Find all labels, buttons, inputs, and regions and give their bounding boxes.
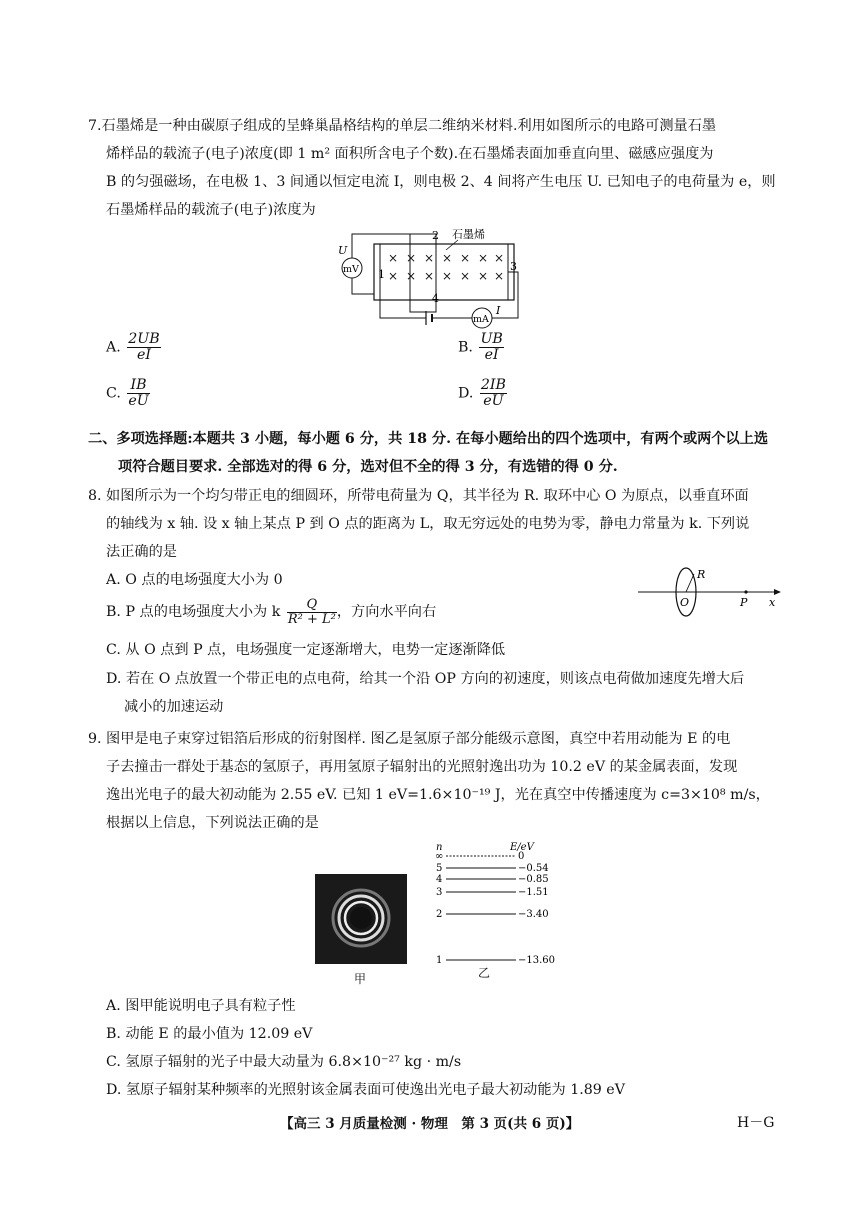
- cross: ×: [460, 269, 471, 283]
- level-n-5: 5: [436, 863, 443, 874]
- level-n-4: 4: [436, 874, 443, 885]
- paper-code: H－G: [737, 1115, 775, 1131]
- cross: ×: [442, 251, 453, 265]
- q9-stem-line-4: 根据以上信息，下列说法正确的是: [106, 815, 319, 831]
- q7-stem-line-2: 烯样品的载流子(电子)浓度(即 1 m² 面积所含电子个数).在石墨烯表面加垂直向里、磁感应强度为: [106, 146, 714, 162]
- level-n-3: 3: [436, 887, 443, 898]
- cross: ×: [424, 251, 435, 265]
- point-p-label: P: [740, 596, 748, 609]
- cross: ×: [478, 251, 489, 265]
- q8-stem-line-1: 8. 如图所示为一个均匀带正电的细圆环，所带电荷量为 Q，其半径为 R. 取环中心 O 为原点，以垂直环面: [88, 488, 749, 504]
- q7-stem-line-1: 7.石墨烯是一种由碳原子组成的呈蜂巢晶格结构的单层二维纳米材料.利用如图所示的电路可测量石墨: [88, 118, 717, 134]
- cross: ×: [406, 251, 417, 265]
- x-axis-label: x: [769, 596, 776, 609]
- energy-level-diagram: [432, 838, 572, 968]
- electrode-1-label: 1: [378, 268, 385, 281]
- cross: ×: [388, 269, 399, 283]
- q8-option-d[interactable]: D. 若在 O 点放置一个带正电的点电荷，给其一个沿 OP 方向的初速度，则该点电荷做加速度先增大后: [106, 671, 745, 687]
- current-label: I: [496, 304, 501, 317]
- cross: ×: [494, 269, 505, 283]
- radius-label: R: [697, 568, 706, 581]
- q8-option-c[interactable]: C. 从 O 点到 P 点，电场强度一定逐渐增大，电势一定逐渐降低: [106, 642, 506, 658]
- mv-meter-label: mV: [343, 264, 359, 275]
- cross: ×: [388, 251, 399, 265]
- electrode-4-label: 4: [432, 292, 439, 305]
- q7-stem-line-4: 石墨烯样品的载流子(电子)浓度为: [106, 202, 316, 218]
- q7-option-c[interactable]: C. $\frac{IB}{eU}$: [106, 377, 149, 409]
- magnetic-field-crosses: [388, 251, 504, 283]
- ma-meter-label: mA: [473, 314, 489, 325]
- voltage-label: U: [338, 244, 348, 257]
- cross: ×: [406, 269, 417, 283]
- graphene-label: 石墨烯: [452, 228, 485, 241]
- origin-label: O: [680, 596, 690, 609]
- q7-option-d[interactable]: D. $\frac{2IB}{eU}$: [458, 377, 506, 409]
- q8-option-b[interactable]: B. P 点的电场强度大小为 k $\frac{Q}{\text{R² + L²}}$ ，方向水平向右: [106, 597, 437, 627]
- q8-ring-diagram: [636, 562, 786, 618]
- q7-circuit-diagram: [330, 222, 540, 332]
- level-header-n: n: [436, 842, 443, 853]
- section-2-header-line-2: 项符合题目要求. 全部选对的得 6 分，选对但不全的得 3 分，有选错的得 0 分.: [118, 459, 618, 475]
- level-header-energy: E/eV: [510, 842, 534, 853]
- level-e-inf: 0: [518, 851, 525, 862]
- q8-option-d-continued: 减小的加速运动: [124, 699, 224, 715]
- level-n-2: 2: [436, 909, 443, 920]
- level-e-5: −0.54: [518, 863, 549, 874]
- q8-stem-line-2: 的轴线为 x 轴. 设 x 轴上某点 P 到 O 点的距离为 L，取无穷远处的电势为零，静电力常量为 k. 下列说: [106, 516, 750, 532]
- q7-option-a[interactable]: A. $\frac{2UB}{eI}$: [106, 331, 160, 363]
- q7-stem-line-3: B 的匀强磁场，在电极 1、3 间通以恒定电流 I，则电极 2、4 间将产生电压 U. 已知电子的电荷量为 e，则: [106, 174, 776, 190]
- cross: ×: [460, 251, 471, 265]
- q9-stem-line-3: 逸出光电子的最大初动能为 2.55 eV. 已知 1 eV=1.6×10⁻¹⁹ J，光在真空中传播速度为 c=3×10⁸ m/s，: [106, 787, 770, 803]
- q9-option-d[interactable]: D. 氢原子辐射某种频率的光照射该金属表面可使逸出光电子最大初动能为 1.89 eV: [106, 1082, 625, 1098]
- cross: ×: [442, 269, 453, 283]
- cross: ×: [424, 269, 435, 283]
- cross: ×: [478, 269, 489, 283]
- level-e-2: −3.40: [518, 909, 549, 920]
- figure-yi-caption: 乙: [478, 966, 491, 980]
- cross: ×: [494, 251, 505, 265]
- page-footer: 【高三 3 月质量检测 · 物理 第 3 页(共 6 页)】: [280, 1116, 580, 1132]
- diffraction-pattern-image: [315, 874, 407, 964]
- level-e-1: −13.60: [518, 955, 556, 966]
- q9-stem-line-2: 子去撞击一群处于基态的氢原子，再用氢原子辐射出的光照射逸出功为 10.2 eV 的某金属表面，发现: [106, 759, 738, 775]
- level-n-1: 1: [436, 955, 443, 966]
- q8-option-a[interactable]: A. O 点的电场强度大小为 0: [106, 572, 283, 588]
- q8-stem-line-3: 法正确的是: [106, 544, 177, 560]
- level-e-4: −0.85: [518, 874, 549, 885]
- q9-stem-line-1: 9. 图甲是电子束穿过铝箔后形成的衍射图样. 图乙是氢原子部分能级示意图，真空中若用动能为 E 的电: [88, 731, 731, 747]
- q9-option-a[interactable]: A. 图甲能说明电子具有粒子性: [106, 998, 296, 1014]
- section-2-header-line-1: 二、多项选择题:本题共 3 小题，每小题 6 分，共 18 分. 在每小题给出的四个选项中，有两个或两个以上选: [88, 431, 769, 447]
- electrode-2-label: 2: [432, 229, 439, 242]
- q9-option-b[interactable]: B. 动能 E 的最小值为 12.09 eV: [106, 1026, 313, 1042]
- q9-option-c[interactable]: C. 氢原子辐射的光子中最大动量为 6.8×10⁻²⁷ kg · m/s: [106, 1054, 462, 1070]
- electrode-3-label: 3: [510, 260, 517, 273]
- q7-option-b[interactable]: B. $\frac{UB}{eI}$: [458, 331, 503, 363]
- level-e-3: −1.51: [518, 887, 549, 898]
- figure-jia-caption: 甲: [354, 972, 367, 986]
- level-n-inf: ∞: [435, 851, 444, 862]
